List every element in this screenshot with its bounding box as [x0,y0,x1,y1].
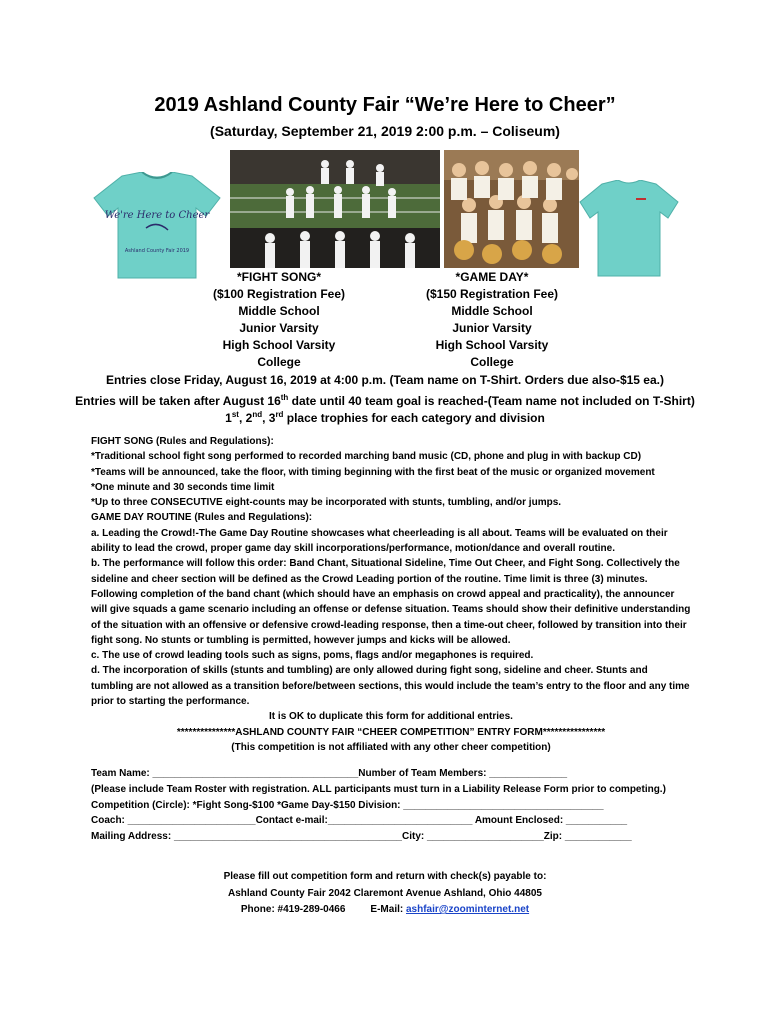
team-name-field[interactable]: Team Name: _____________________________________Number of Team Members: ______________ [91,768,568,779]
email-label: E-Mail: [370,904,406,915]
game-day-rule-b: b. The performance will follow this order: Band Chant, Situational Sideline, Time Out Cheer, and Fight Song. Collectively the sideline and cheer section will be defined as the Crowd Leading portion of the routine. Time limit is three (3) minutes. Following completion of the band chant (which should have an emphasis on crowd appeal and practicality), the announcer will give squads a game scenario including an offense or defense situation. Teams should show their definitive understanding of the situation with an offensive or defensive crowd-leading response, then a time-out cheer, followed by transition into their fight song. No stunts or tumbling is permitted, however jumps and kicks will be allowed. [91,558,691,646]
fight-song-rule: *One minute and 30 seconds time limit [91,481,275,493]
fight-song-fee: ($100 Registration Fee) [212,287,346,301]
affiliation-disclaimer: (This competition is not affiliated with any other cheer competition) [231,741,551,753]
tshirt-front-image [92,172,222,280]
cheer-team-field-photo [230,150,440,268]
trophy-third: , 3 [262,411,276,425]
page-title: 2019 Ashland County Fair “We’re Here to Cheer” [154,94,616,116]
fight-song-division: College [257,355,301,369]
entry-form-title: ***************ASHLAND COUNTY FAIR “CHEER COMPETITION” ENTRY FORM**************** [176,726,606,738]
phone-number: Phone: #419-289-0466 [240,904,346,915]
trophy-text: place trophies for each category and division [283,411,545,425]
fair-address: Ashland County Fair 2042 Claremont Avenue Ashland, Ohio 44805 [228,887,542,899]
entries-close-line: Entries close Friday, August 16, 2019 at 4:00 p.m. (Team name on T-Shirt. Orders due also-$15 ea.) [106,373,664,387]
superscript: th [280,393,289,402]
rules-section [91,434,691,755]
contact-line [0,902,770,919]
fight-song-division: Junior Varsity [239,321,319,335]
fight-song-rule: *Traditional school fight song performed to recorded marching band music (CD, phone and plug in with backup CD) [91,451,642,463]
game-day-division: Junior Varsity [452,321,532,335]
tshirt-back-body [580,180,678,276]
contact-footer [0,869,770,919]
superscript: rd [275,410,284,419]
game-day-column [392,269,592,371]
fight-song-division: High School Varsity [222,338,336,352]
return-instructions: Please fill out competition form and return with check(s) payable to: [223,871,547,882]
game-day-rules-heading: GAME DAY ROUTINE (Rules and Regulations): [91,512,313,524]
coach-field[interactable]: Coach: _______________________Contact e-mail:__________________________ Amount Enclosed: ___________ [91,815,628,827]
competition-field[interactable]: Competition (Circle): *Fight Song-$100 *Game Day-$150 Division: ____________________________________ [91,799,604,811]
entries-after-text: Entries will be taken after August 16 [75,394,281,408]
roster-note: (Please include Team Roster with registration. ALL participants must turn in a Liability Release Form prior to competing.) [91,783,666,795]
game-day-rule-d: d. The incorporation of skills (stunts and tumbling) are only allowed during fight song, sideline and cheer. Stunts and tumbling are not allowed as a transition before/between sections, this would include the team’s entry to the floor and any time prior to starting the performance. [91,665,690,708]
game-day-rule-a: a. Leading the Crowd!-The Game Day Routine showcases what cheerleading is all about. Teams will be evaluated on their ability to lead the crowd, proper game day skill incorporations/performance, motion/dance and overall routine. [91,527,668,555]
fight-song-division: Middle School [238,304,320,318]
game-day-heading: *GAME DAY* [455,270,529,284]
mailing-address-field[interactable]: Mailing Address: _________________________________________City: _____________________Zip: ____________ [91,831,632,843]
trophy-first: 1 [225,411,232,425]
tshirt-back-image [578,180,680,278]
game-day-fee: ($150 Registration Fee) [425,287,559,301]
email-link[interactable]: ashfair@zoominternet.net [405,904,530,915]
game-day-division: College [470,355,514,369]
fight-song-rule: *Up to three CONSECUTIVE eight-counts may be incorporated with stunts, tumbling, and/or jumps. [91,497,562,509]
trophies-line [0,406,770,427]
duplicate-note: It is OK to duplicate this form for additional entries. [269,711,513,723]
event-date-subtitle: (Saturday, September 21, 2019 2:00 p.m. – Coliseum) [210,123,560,139]
fight-song-heading: *FIGHT SONG* [236,270,321,284]
superscript: nd [252,410,263,419]
entry-form [91,766,691,845]
tshirt-front-logo: We're Here to Cheer [104,210,210,221]
tshirt-front-subtext: Ashland County Fair 2019 [124,248,190,254]
game-day-division: High School Varsity [435,338,549,352]
fight-song-rule: *Teams will be announced, take the floor, with timing beginning with the first beat of the music or organized movement [91,466,655,478]
fight-song-column [179,269,379,371]
superscript: st [231,410,239,419]
cheer-team-group-photo [444,150,579,268]
entries-after-text-2: date until 40 team goal is reached-(Team name not included on T-Shirt) [288,394,695,408]
trophy-second: , 2 [238,411,253,425]
fight-song-rules-heading: FIGHT SONG (Rules and Regulations): [91,436,274,447]
game-day-rule-c: c. The use of crowd leading tools such as signs, poms, flags and/or megaphones is required. [91,650,534,662]
game-day-division: Middle School [451,304,533,318]
